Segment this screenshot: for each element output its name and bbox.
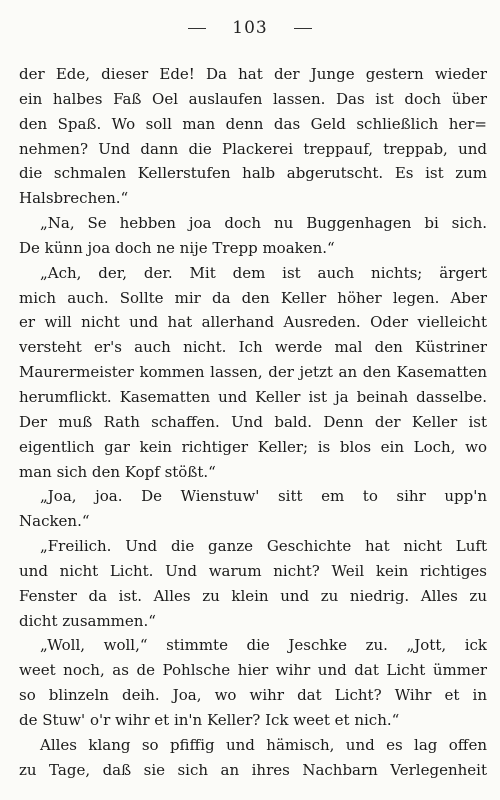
text-line: Maurermeister kommen lassen, der jetzt an den Kasematten	[19, 363, 487, 382]
page-header	[0, 18, 500, 38]
header-dash-left	[188, 28, 206, 29]
text-line: eigentlich gar kein richtiger Keller; is blos ein Loch, wo	[19, 437, 487, 456]
text-line: De künn joa doch ne nije Trepp moaken.“	[19, 238, 335, 257]
text-line: de Stuw' o'r wihr et in'n Keller? Ick weet et nich.“	[19, 710, 400, 729]
text-line: Halsbrechen.“	[19, 189, 129, 208]
text-line: „Woll, woll,“ stimmte die Jeschke zu. „Jott, ick	[40, 636, 487, 655]
text-line: „Na, Se hebben joa doch nu Buggenhagen bi sich.	[40, 214, 487, 233]
text-line: der Ede, dieser Ede! Da hat der Junge gestern wieder	[19, 65, 487, 83]
text-line: mich auch. Sollte mir da den Keller höher legen. Aber	[19, 288, 487, 307]
text-line: er will nicht und hat allerhand Ausreden. Oder vielleicht	[19, 313, 487, 332]
text-line: Alles klang so pfiffig und hämisch, und es lag offen	[40, 735, 487, 754]
text-line: ein halbes Faß Oel auslaufen lassen. Das ist doch über	[19, 89, 487, 108]
text-line: versteht er's auch nicht. Ich werde mal den Küstriner	[19, 338, 487, 357]
text-line: „Freilich. Und die ganze Geschichte hat nicht Luft	[40, 537, 487, 556]
text-line: weet noch, as de Pohlsche hier wihr und dat Licht ümmer	[19, 661, 487, 680]
page-number: 103	[232, 18, 268, 38]
text-line: zu Tage, daß sie sich an ihres Nachbarn Verlegenheit	[19, 760, 487, 779]
text-line: so blinzeln deih. Joa, wo wihr dat Licht? Wihr et in	[19, 686, 487, 705]
text-line: Nacken.“	[19, 512, 90, 531]
text-line: „Ach, der, der. Mit dem ist auch nichts; ärgert	[40, 263, 487, 282]
text-line: Der muß Rath schaffen. Und bald. Denn der Keller ist	[19, 412, 487, 431]
header-dash-right	[294, 28, 312, 29]
body-text	[19, 62, 487, 782]
text-line: „Joa, joa. De Wienstuw' sitt em to sihr upp'n	[40, 487, 487, 506]
text-line: den Spaß. Wo soll man denn das Geld schließlich her=	[19, 114, 487, 133]
text-line: man sich den Kopf stößt.“	[19, 462, 216, 481]
text-line: herumflickt. Kasematten und Keller ist ja beinah dasselbe.	[19, 387, 487, 406]
text-line: Fenster da ist. Alles zu klein und zu niedrig. Alles zu	[19, 586, 487, 605]
text-line: nehmen? Und dann die Plackerei treppauf, treppab, und	[19, 139, 487, 158]
text-line: die schmalen Kellerstufen halb abgerutscht. Es ist zum	[19, 164, 487, 183]
text-line: dicht zusammen.“	[19, 611, 156, 630]
text-line: und nicht Licht. Und warum nicht? Weil kein richtiges	[19, 561, 487, 580]
